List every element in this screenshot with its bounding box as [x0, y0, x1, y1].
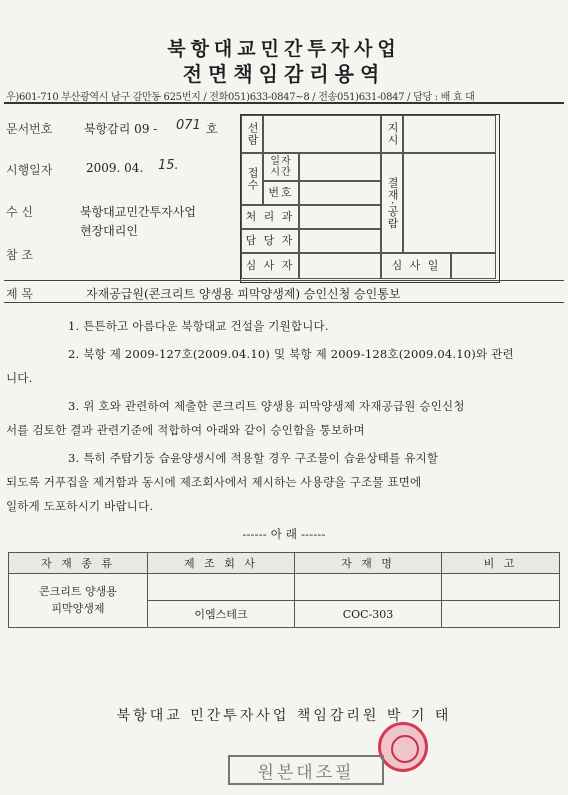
col-header-material-name: 자 재 명: [295, 553, 442, 574]
address-line: 우)601-710 부산광역시 남구 감만동 625번지 / 전화051)633-0847~8 / 전송051)631-0847 / 담당 : 배 효 대: [6, 92, 475, 103]
review-date-cell: 심 사 일: [381, 253, 451, 279]
doc-no-handwritten: 071: [176, 118, 201, 133]
table-row: [9, 574, 560, 601]
date-value: 2009. 04.: [86, 161, 144, 175]
reception-cell: 접수: [241, 153, 263, 205]
body-paragraph-2-line2: 니다.: [6, 371, 33, 385]
reviewer-blank: [299, 253, 381, 279]
body-paragraph-1: 1. 튼튼하고 아름다운 북항대교 건설을 기원합니다.: [68, 319, 329, 333]
signer-line: 북항대교 민간투자사업 책임감리원 박 기 태: [116, 708, 452, 724]
precede-blank: [263, 115, 381, 153]
subject-text: 자재공급원(콘크리트 양생용 피막양생제) 승인신청 승인통보: [86, 287, 401, 301]
subject-rule-bottom: [4, 302, 564, 303]
recipient-label: 수 신: [6, 205, 33, 219]
person-cell: 담 당 자: [241, 229, 299, 253]
body-paragraph-4-line3: 일하게 도포하시기 바랍니다.: [6, 499, 154, 513]
doc-no-value: 북항감리 09 -: [84, 122, 158, 136]
reference-label: 참 조: [6, 248, 33, 262]
col-header-manufacturer: 제 조 회 사: [148, 553, 295, 574]
subject-label: 제 목: [6, 287, 33, 301]
doc-no-suffix: 호: [206, 122, 218, 136]
approval-box: [240, 114, 500, 283]
subject-rule-top: [4, 280, 564, 281]
datetime-cell: 일자 시간: [263, 153, 299, 181]
body-paragraph-3-line1: 3. 위 호와 관련하여 제출한 콘크리트 양생용 피막양생제 자재공급원 승인신청: [68, 399, 465, 413]
body-paragraph-4-line1: 3. 특히 주탑기둥 습윤양생시에 적용할 경우 구조물이 습윤상태를 유지할: [68, 451, 439, 465]
instruct-cell: 지시: [381, 115, 403, 153]
instruct-blank: [403, 115, 496, 153]
original-copy-stamp: 원본대조필: [228, 755, 384, 785]
recipient-line2: 현장대리인: [80, 224, 138, 238]
body-paragraph-3-line2: 서를 검토한 결과 관련기준에 적합하여 아래와 같이 승인함을 통보하며: [6, 423, 365, 437]
doc-no-label: 문서번호: [6, 122, 53, 136]
table-cell-material-type: 콘크리트 양생용 피막양생제: [9, 574, 148, 628]
date-handwritten: 15.: [158, 158, 179, 173]
dept-cell: 처 리 과: [241, 205, 299, 229]
col-header-remarks: 비 고: [442, 553, 560, 574]
recipient-line1: 북항대교민간투자사업: [80, 205, 196, 219]
below-heading: ------ 아 래 ------: [242, 527, 326, 541]
approve-cell: 결재·공람: [381, 153, 403, 253]
org-title: 북항대교민간투자사업: [167, 38, 401, 60]
reviewer-cell: 심 사 자: [241, 253, 299, 279]
review-date-blank: [451, 253, 496, 279]
table-cell: [148, 574, 295, 601]
body-paragraph-4-line2: 되도록 거푸집을 제거함과 동시에 제조회사에서 제시하는 사용량을 구조물 표면에: [6, 475, 422, 489]
table-header-row: [9, 553, 560, 574]
table-cell-material-name: COC-303: [295, 601, 442, 628]
table-cell: [295, 574, 442, 601]
seal-stamp: [378, 722, 428, 772]
header-rule: [4, 102, 564, 104]
approve-blank: [403, 153, 496, 253]
precede-cell: 선람: [241, 115, 263, 153]
date-label: 시행일자: [6, 163, 53, 177]
col-header-material-type: 자 재 종 류: [9, 553, 148, 574]
body-paragraph-2-line1: 2. 북항 제 2009-127호(2009.04.10) 및 북항 제 2009-128호(2009.04.10)와 관련: [68, 347, 514, 361]
table-cell: [442, 574, 560, 601]
materials-table: [8, 552, 560, 628]
datetime-blank: [299, 153, 381, 181]
table-cell: [442, 601, 560, 628]
table-cell-manufacturer: 이엠스테크: [148, 601, 295, 628]
number-cell: 번호: [263, 181, 299, 205]
dept-blank: [299, 205, 381, 229]
number-blank: [299, 181, 381, 205]
person-blank: [299, 229, 381, 253]
dept-title: 전면책임감리용역: [182, 62, 386, 86]
